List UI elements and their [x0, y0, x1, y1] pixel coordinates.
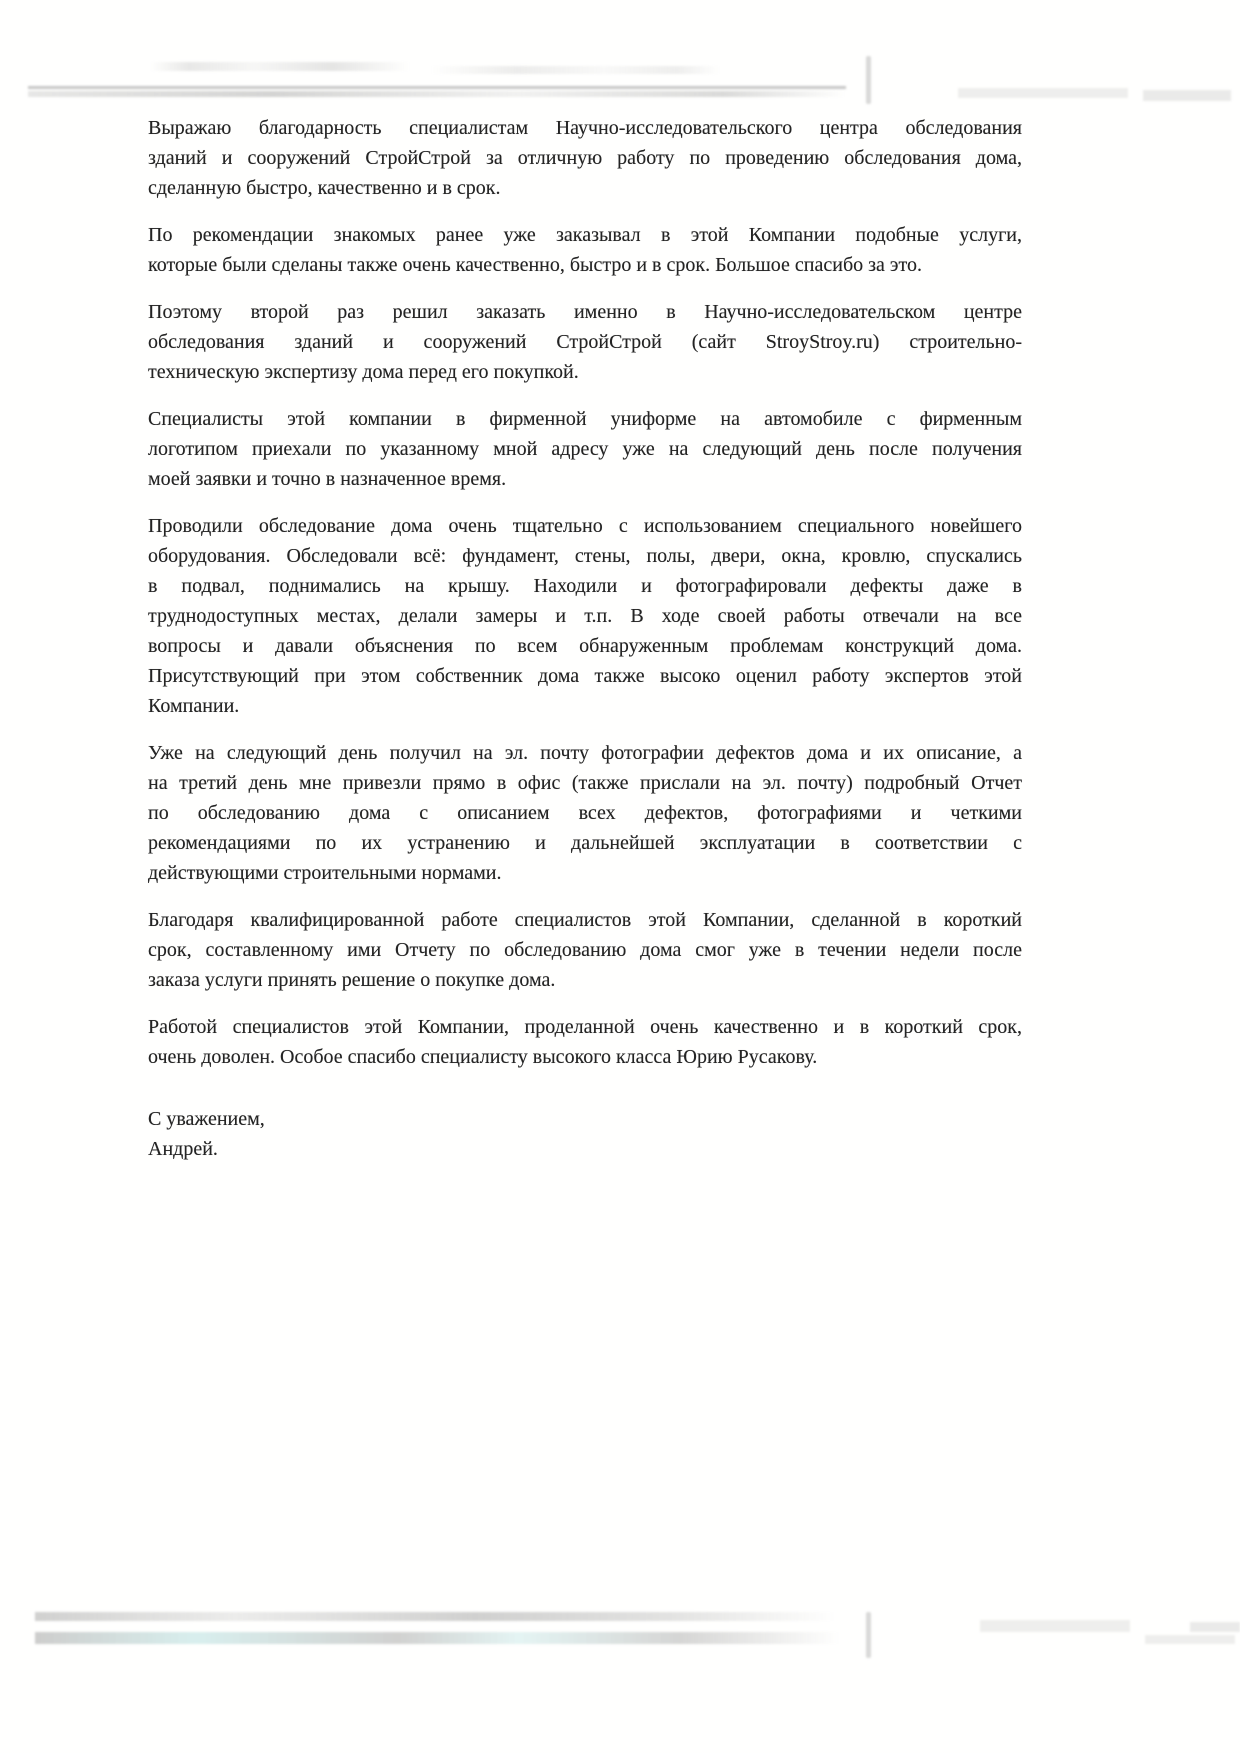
text-line: обследования зданий и сооружений СтройСтрой (сайт StroyStroy.ru) строительно-	[148, 331, 1022, 353]
scan-smudge-top-right	[958, 88, 1128, 98]
text-line: труднодоступных местах, делали замеры и т.п. В ходе своей работы отвечали на все	[148, 605, 1022, 627]
scan-smudge-bottom-right	[1145, 1635, 1235, 1644]
paragraph-2	[148, 220, 1022, 280]
text-line: оборудования. Обследовали всё: фундамент, стены, полы, двери, окна, кровлю, спускались	[148, 545, 1022, 567]
paragraph-6	[148, 738, 1022, 888]
closing-block	[148, 1104, 1022, 1164]
scan-roller-mark-bottom	[866, 1612, 871, 1658]
text-line: Работой специалистов этой Компании, проделанной очень качественно и в короткий срок,	[148, 1016, 1022, 1038]
scan-roller-mark-top	[866, 56, 871, 104]
text-line: техническую экспертизу дома перед его покупкой.	[148, 361, 579, 383]
text-line: Поэтому второй раз решил заказать именно в Научно-исследовательском центре	[148, 301, 1022, 323]
text-line: срок, составленному ими Отчету по обследованию дома смог уже в течении недели после	[148, 939, 1022, 961]
scan-smudge-bottom-right	[1190, 1622, 1240, 1632]
scan-streak-bottom	[35, 1612, 835, 1621]
text-line: Компании.	[148, 695, 240, 717]
text-line: Выражаю благодарность специалистам Научно-исследовательского центра обследования	[148, 117, 1022, 139]
text-line: Проводили обследование дома очень тщательно с использованием специального новейшего	[148, 515, 1022, 537]
text-line: По рекомендации знакомых ранее уже заказывал в этой Компании подобные услуги,	[148, 224, 1022, 246]
paragraph-5	[148, 511, 1022, 721]
scan-streak-bottom	[35, 1632, 840, 1644]
paragraph-3	[148, 297, 1022, 387]
text-line: моей заявки и точно в назначенное время.	[148, 468, 507, 490]
text-line: Уже на следующий день получил на эл. почту фотографии дефектов дома и их описание, а	[148, 742, 1022, 764]
paragraph-8	[148, 1012, 1022, 1072]
text-line: действующими строительными нормами.	[148, 862, 502, 884]
closing-name: Андрей.	[148, 1138, 218, 1160]
text-line: Присутствующий при этом собственник дома также высоко оценил работу экспертов этой	[148, 665, 1022, 687]
text-line: очень доволен. Особое спасибо специалисту высокого класса Юрию Русакову.	[148, 1046, 818, 1068]
closing-salutation: С уважением,	[148, 1108, 265, 1130]
text-line: Благодаря квалифицированной работе специалистов этой Компании, сделанной в короткий	[148, 909, 1022, 931]
scan-smudge-top-right	[1143, 90, 1231, 101]
text-line: в подвал, поднимались на крышу. Находили и фотографировали дефекты даже в	[148, 575, 1022, 597]
paragraph-1	[148, 113, 1022, 203]
text-line: сделанную быстро, качественно и в срок.	[148, 177, 501, 199]
letter-body	[148, 113, 1022, 1164]
text-line: логотипом приехали по указанному мной адресу уже на следующий день после получения	[148, 438, 1022, 460]
scan-streak-top	[28, 91, 846, 97]
scan-smudge-bottom-right	[980, 1620, 1130, 1632]
text-line: рекомендациями по их устранению и дальнейшей эксплуатации в соответствии с	[148, 832, 1022, 854]
text-line: зданий и сооружений СтройСтрой за отличную работу по проведению обследования дома,	[148, 147, 1022, 169]
scan-smudge-top	[150, 62, 410, 71]
text-line: которые были сделаны также очень качественно, быстро и в срок. Большое спасибо за это.	[148, 254, 922, 276]
text-line: вопросы и давали объяснения по всем обнаруженным проблемам конструкций дома.	[148, 635, 1022, 657]
text-line: Специалисты этой компании в фирменной униформе на автомобиле с фирменным	[148, 408, 1022, 430]
scan-streak-top	[28, 86, 846, 89]
text-line: по обследованию дома с описанием всех дефектов, фотографиями и четкими	[148, 802, 1022, 824]
text-line: заказа услуги принять решение о покупке дома.	[148, 969, 556, 991]
paragraph-4	[148, 404, 1022, 494]
paragraph-7	[148, 905, 1022, 995]
text-line: на третий день мне привезли прямо в офис (также прислали на эл. почту) подробный Отчет	[148, 772, 1022, 794]
scan-smudge-top	[430, 66, 720, 74]
